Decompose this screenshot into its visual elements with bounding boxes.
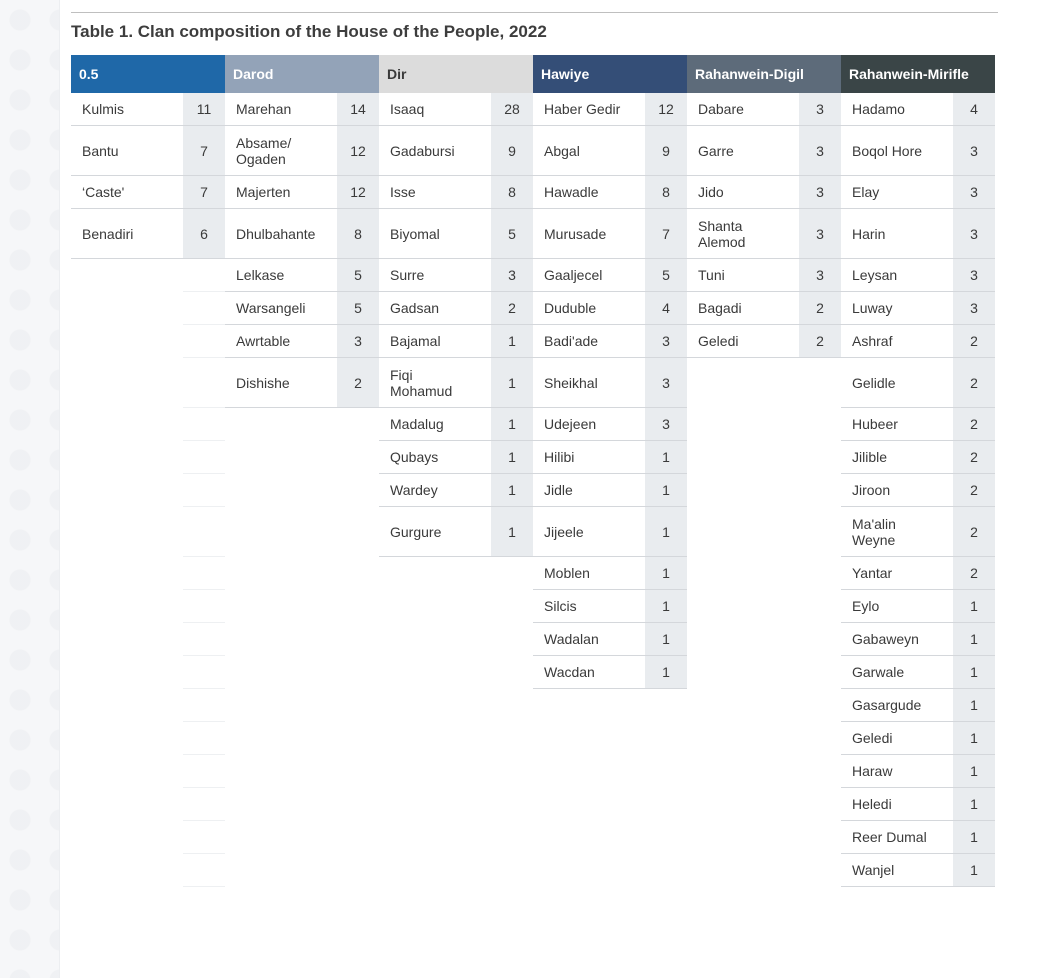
seat-count: 3 [953,259,995,291]
clan-name: Jidle [544,482,573,498]
seat-count: 9 [491,126,533,175]
clan-name: Benadiri [82,225,134,242]
seat-count: 1 [645,623,687,655]
clan-name: Gurgure [390,523,442,540]
clan-name: Wanjel [852,862,895,878]
empty-cell [183,507,225,557]
seat-count: 5 [337,292,379,324]
clan-name: Tuni [698,267,725,283]
table-row [379,507,533,557]
clan-name: Gadsan [390,300,440,316]
seat-count: 1 [491,358,533,407]
empty-cell [183,590,225,623]
table-row [841,474,995,507]
clan-name: Jiroon [852,482,891,498]
clan-name: Gelidle [852,374,896,391]
clan-name: Reer Dumal [852,829,927,845]
table-row [533,358,687,408]
clan-name: Harin [852,225,886,242]
seat-count: 1 [645,557,687,589]
seat-count: 3 [645,325,687,357]
seat-count: 8 [645,176,687,208]
clan-name: Bantu [82,142,119,159]
seat-count: 1 [491,325,533,357]
seat-count: 2 [953,507,995,556]
seat-count: 5 [491,209,533,258]
seat-count: 2 [337,358,379,407]
seat-count: 3 [799,126,841,175]
table-row [841,176,995,209]
table-row [533,507,687,557]
table-row [533,176,687,209]
clan-name: Jido [698,184,724,200]
table-row [841,292,995,325]
table-row [379,259,533,292]
table-row [533,325,687,358]
table-row [533,623,687,656]
clan-name: Bagadi [698,300,742,316]
table-row [225,325,379,358]
clan-name: Gasargude [852,697,922,713]
table-row [225,292,379,325]
seat-count: 2 [953,441,995,473]
empty-cell [183,854,225,887]
seat-count: 28 [491,93,533,125]
seat-count: 4 [645,292,687,324]
clan-name: Gabaweyn [852,631,919,647]
clan-name: Haraw [852,763,893,779]
seat-count: 1 [953,722,995,754]
clan-name: Moblen [544,565,590,581]
table-row [841,93,995,126]
table-row [71,176,225,209]
clan-name: Kulmis [82,101,125,117]
clan-name: Biyomal [390,225,440,242]
seat-count: 1 [645,656,687,688]
table-row [379,292,533,325]
table-row [379,126,533,176]
seat-count: 1 [953,656,995,688]
table-row [225,209,379,259]
seat-count: 12 [337,126,379,175]
group-header: Rahanwein-Mirifle [841,55,995,93]
clan-name: Bajamal [390,333,441,349]
clan-name: Isaaq [390,101,425,117]
clan-name: Abgal [544,142,580,159]
clan-name: Duduble [544,300,597,316]
decorative-side-pattern [0,0,60,978]
clan-name: Majerten [236,184,291,200]
table-row [841,408,995,441]
table-row [841,325,995,358]
seat-count: 3 [491,259,533,291]
empty-cell [183,821,225,854]
table-row [71,93,225,126]
empty-cell [183,722,225,755]
seat-count: 3 [337,325,379,357]
clan-name: Wadalan [544,631,599,647]
clan-name: Dhulbahante [236,225,316,242]
seat-count: 1 [491,507,533,556]
clan-name: Ashraf [852,333,893,349]
table-row [225,176,379,209]
clan-name: Sheikhal [544,374,598,391]
seat-count: 7 [183,176,225,208]
table-row [687,209,841,259]
table-row [379,474,533,507]
table-row [533,209,687,259]
table-row [533,557,687,590]
seat-count: 7 [183,126,225,175]
empty-cell [183,656,225,689]
seat-count: 4 [953,93,995,125]
table-row [841,590,995,623]
table-row [841,441,995,474]
table-row [841,656,995,689]
table-row [687,126,841,176]
table-row [533,408,687,441]
clan-name: Hubeer [852,416,898,432]
table-row [379,209,533,259]
clan-name: Badi'ade [544,333,599,349]
table-row [841,358,995,408]
empty-cell [183,408,225,441]
seat-count: 1 [953,755,995,787]
seat-count: 2 [799,325,841,357]
table-row [533,590,687,623]
clan-name: Marehan [236,101,292,117]
seat-count: 3 [799,93,841,125]
seat-count: 3 [799,209,841,258]
clan-name: Eylo [852,598,880,614]
clan-name: Leysan [852,267,898,283]
clan-name: Madalug [390,416,444,432]
table-row [225,93,379,126]
seat-count: 7 [645,209,687,258]
seat-count: 5 [337,259,379,291]
seat-count: 3 [799,176,841,208]
clan-name: Geledi [698,333,739,349]
seat-count: 6 [183,209,225,258]
table-row [533,441,687,474]
clan-name: Wardey [390,482,438,498]
clan-name: Haber Gedir [544,101,621,117]
seat-count: 14 [337,93,379,125]
seat-count: 3 [953,126,995,175]
clan-name: Yantar [852,565,893,581]
table-row [841,259,995,292]
seat-count: 9 [645,126,687,175]
table-row [841,722,995,755]
seat-count: 1 [645,441,687,473]
seat-count: 2 [953,474,995,506]
seat-count: 1 [953,821,995,853]
empty-cell [183,788,225,821]
table-row [687,292,841,325]
table-row [841,557,995,590]
seat-count: 8 [491,176,533,208]
clan-name: Udejeen [544,416,597,432]
clan-name: Gadabursi [390,142,455,159]
clan-name: Murusade [544,225,607,242]
seat-count: 1 [491,408,533,440]
seat-count: 8 [337,209,379,258]
clan-name: Lelkase [236,267,285,283]
table-row [687,176,841,209]
seat-count: 2 [953,408,995,440]
group-header: Darod [225,55,379,93]
empty-cell [183,689,225,722]
clan-name: Gaaljecel [544,267,603,283]
seat-count: 2 [953,325,995,357]
seat-count: 3 [953,209,995,258]
clan-name: Ma'alin Weyne [852,515,896,548]
table-row [379,408,533,441]
clan-name: Dabare [698,101,744,117]
clan-name: Silcis [544,598,577,614]
seat-count: 12 [337,176,379,208]
table-row [841,623,995,656]
table-row [687,93,841,126]
clan-name: Shanta Alemod [698,217,746,250]
table-row [533,126,687,176]
empty-cell [183,292,225,325]
clan-name: Jilible [852,449,888,465]
table-row [379,325,533,358]
group-header: 0.5 [71,55,225,93]
seat-count: 11 [183,93,225,125]
clan-name: Garre [698,142,734,159]
clan-name: Geledi [852,730,893,746]
clan-name: Warsangeli [236,300,306,316]
empty-cell [183,358,225,408]
seat-count: 1 [953,854,995,886]
table-row [71,126,225,176]
group-header: Dir [379,55,533,93]
group-header: Rahanwein-Digil [687,55,841,93]
clan-name: Fiqi Mohamud [390,366,453,399]
seat-count: 1 [645,507,687,556]
table-row [841,507,995,557]
table-row [841,788,995,821]
group-header: Hawiye [533,55,687,93]
table-row [841,209,995,259]
seat-count: 5 [645,259,687,291]
clan-name: Garwale [852,664,905,680]
table-title: Table 1. Clan composition of the House of the People, 2022 [71,22,547,41]
clan-name: Awrtable [236,333,291,349]
table-row [533,656,687,689]
empty-cell [183,259,225,292]
table-row [225,358,379,408]
clan-name: Hawadle [544,184,599,200]
table-row [379,93,533,126]
clan-name: Absame/ Ogaden [236,134,292,167]
empty-cell [183,623,225,656]
table-row [533,93,687,126]
table-row [841,854,995,887]
seat-count: 3 [953,292,995,324]
clan-name: Hilibi [544,449,575,465]
clan-name: Wacdan [544,664,595,680]
seat-count: 3 [953,176,995,208]
table-row [533,292,687,325]
table-row [379,441,533,474]
seat-count: 3 [799,259,841,291]
clan-name: Dishishe [236,374,290,391]
top-divider [71,12,998,13]
empty-cell [183,755,225,788]
clan-name: Boqol Hore [852,142,923,159]
table-row [687,325,841,358]
table-row [841,126,995,176]
seat-count: 2 [491,292,533,324]
clan-name: Luway [852,300,893,316]
clan-name: Heledi [852,796,892,812]
clan-name: Surre [390,267,425,283]
seat-count: 1 [491,474,533,506]
seat-count: 1 [953,623,995,655]
seat-count: 1 [491,441,533,473]
seat-count: 1 [645,474,687,506]
clan-name: ‘Caste' [82,184,125,200]
clan-name: Isse [390,184,416,200]
table-row [841,689,995,722]
clan-name: Elay [852,184,880,200]
table-row [71,209,225,259]
empty-cell [183,557,225,590]
clan-name: Jijeele [544,523,584,540]
clan-name: Hadamo [852,101,905,117]
seat-count: 1 [953,590,995,622]
seat-count: 12 [645,93,687,125]
table-row [533,474,687,507]
seat-count: 1 [953,788,995,820]
table-row [841,755,995,788]
table-row [533,259,687,292]
seat-count: 2 [953,557,995,589]
table-row [841,821,995,854]
seat-count: 2 [799,292,841,324]
seat-count: 3 [645,358,687,407]
seat-count: 3 [645,408,687,440]
table-row [379,176,533,209]
table-row [687,259,841,292]
table-row [225,259,379,292]
table-row [225,126,379,176]
empty-cell [183,325,225,358]
empty-cell [183,474,225,507]
clan-name: Qubays [390,449,439,465]
seat-count: 2 [953,358,995,407]
seat-count: 1 [953,689,995,721]
table-row [379,358,533,408]
seat-count: 1 [645,590,687,622]
empty-cell [183,441,225,474]
